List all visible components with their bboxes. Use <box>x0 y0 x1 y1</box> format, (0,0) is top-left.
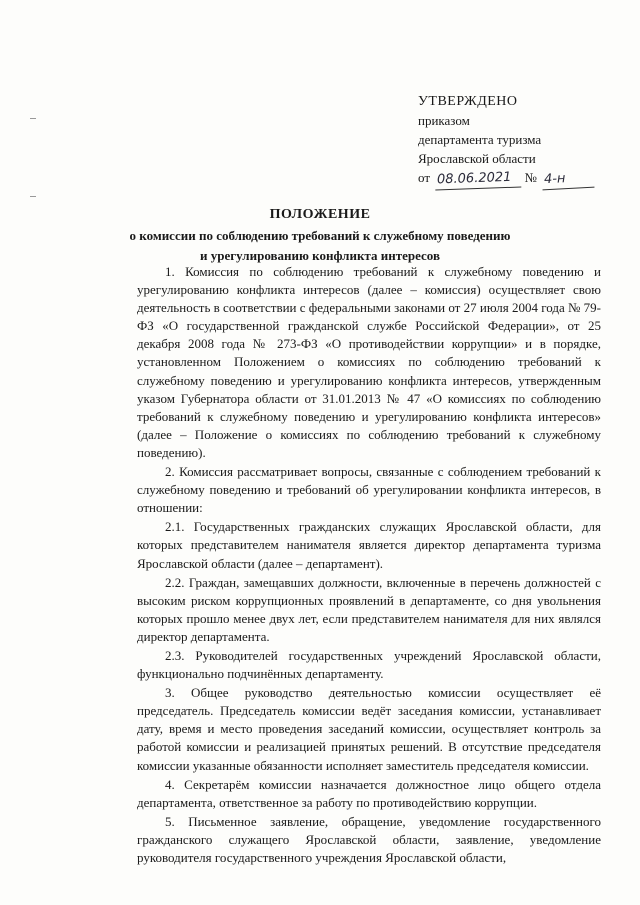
paragraph-5: 5. Письменное заявление, обращение, уведомление государственного гражданского служащего Ярославской области, заявление, уведомление руководителя государственного учреждения Ярославской области, <box>137 813 601 865</box>
scan-margin-mark <box>30 196 36 197</box>
scan-margin-mark <box>30 118 36 119</box>
from-label: от <box>418 170 431 185</box>
paragraph-4: 4. Секретарём комиссии назначается должностное лицо общего отдела департамента, ответственное за работу по противодействию коррупции. <box>137 776 601 810</box>
approval-department-line1: департамента туризма <box>418 132 542 147</box>
paragraph-2-2: 2.2. Граждан, замещавших должности, включенные в перечень должностей с высоким риском коррупционных проявлений в департаменте, со дня увольнения которых прошло менее двух лет, если представителем нанимателя для них являлся директор департамента. <box>137 574 601 644</box>
document-body <box>137 263 601 867</box>
document-title: ПОЛОЖЕНИЕ <box>269 207 371 222</box>
approval-order-line <box>418 168 618 189</box>
approval-stamp <box>418 92 618 189</box>
paragraph-1: 1. Комиссия по соблюдению требований к служебному поведению и урегулированию конфликта интересов (далее – комиссия) осуществляет свою деятельность в соответствии с федеральными законами от 27 июля 2004 года № 79-ФЗ «О государственной гражданской службе Российской Федерации», от 25 декабря 2008 года № 273-ФЗ «О противодействии коррупции» и в порядке, установленном Положением о комиссиях по соблюдению требований к служебному поведению и урегулированию конфликта интересов, утвержденным указом Губернатора области от 31.01.2013 № 47 «О комиссиях по соблюдению требований к служебному поведению и урегулированию конфликта интересов» (далее – Положение о комиссиях по соблюдению требований к служебному поведению). <box>137 264 601 460</box>
paragraph-2: 2. Комиссия рассматривает вопросы, связанные с соблюдением требований к служебному поведению и требований об урегулировании конфликта интересов, в отношении: <box>137 464 601 516</box>
handwritten-number: 4-н <box>542 168 595 191</box>
handwritten-date: 08.06.2021 <box>435 168 522 191</box>
paragraph-3: 3. Общее руководство деятельностью комиссии осуществляет её председатель. Председатель комиссии ведёт заседания комиссии, устанавливает дату, время и место проведения заседаний комиссии, осуществляет контроль за работой комиссии и реализацией принятых решений. В отсутствие председателя комиссии указанные обязанности исполняет заместитель председателя комиссии. <box>137 685 601 773</box>
approved-heading: УТВЕРЖДЕНО <box>418 94 518 109</box>
document-subtitle-line2: и урегулированию конфликта интересов <box>199 248 440 263</box>
approval-department-line2: Ярославской области <box>418 151 536 166</box>
document-title-block <box>0 205 640 265</box>
document-subtitle-line1: о комиссии по соблюдению требований к служебному поведению <box>129 228 511 243</box>
paragraph-2-1: 2.1. Государственных гражданских служащих Ярославской области, для которых представителем нанимателя является директор департамента туризма Ярославской области (далее – департамент). <box>137 519 601 571</box>
approval-order-word: приказом <box>418 113 470 128</box>
number-label: № <box>524 170 537 185</box>
paragraph-2-3: 2.3. Руководителей государственных учреждений Ярославской области, функционально подчинённых департаменту. <box>137 647 601 682</box>
